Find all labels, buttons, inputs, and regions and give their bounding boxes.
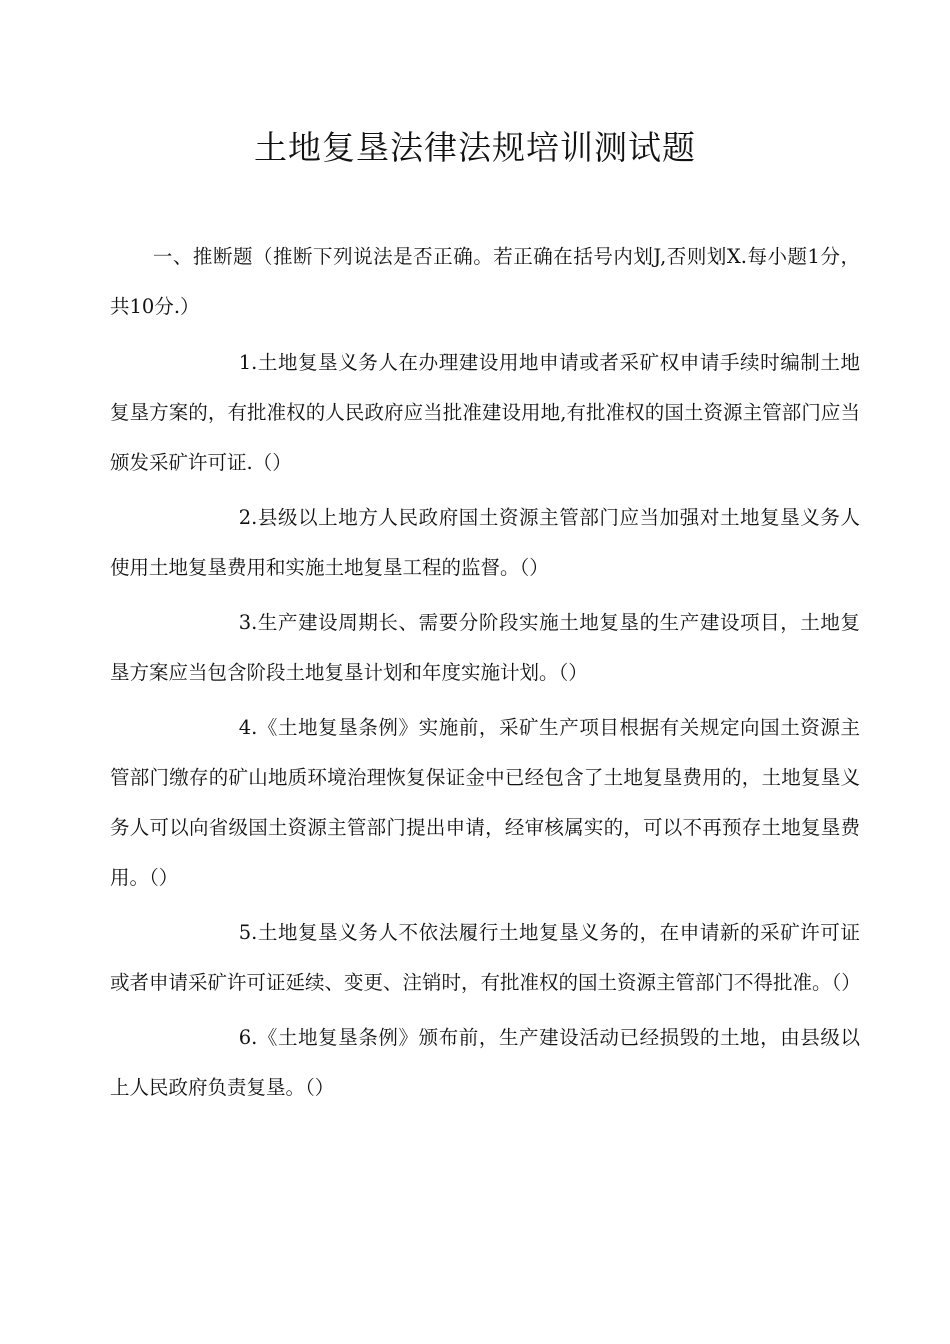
question-number: 6. bbox=[238, 1026, 258, 1049]
question-number: 3. bbox=[238, 611, 258, 634]
question-text: 县级以上地方人民政府国土资源主管部门应当加强对土地复垦义务人使用土地复垦费用和实施土地复垦工程的监督。（） bbox=[110, 506, 860, 579]
section-heading: 一、推断题（推断下列说法是否正确。若正确在括号内划J,否则划X.每小题1分，共10分.） bbox=[110, 245, 860, 318]
question-6 bbox=[110, 1013, 860, 1113]
question-1 bbox=[110, 338, 860, 488]
document-body bbox=[110, 232, 860, 1118]
question-5 bbox=[110, 908, 860, 1008]
question-text: 《土地复垦条例》实施前，采矿生产项目根据有关规定向国土资源主管部门缴存的矿山地质环境治理恢复保证金中已经包含了土地复垦费用的，土地复垦义务人可以向省级国土资源主管部门提出申请，经审核属实的，可以不再预存土地复垦费用。（） bbox=[110, 716, 860, 889]
question-number: 5. bbox=[238, 921, 258, 944]
question-number: 1. bbox=[238, 351, 258, 374]
question-4 bbox=[110, 703, 860, 903]
document-title: 土地复垦法律法规培训测试题 bbox=[254, 128, 696, 167]
question-text: 土地复垦义务人不依法履行土地复垦义务的，在申请新的采矿许可证或者申请采矿许可证延续、变更、注销时，有批准权的国土资源主管部门不得批准。（） bbox=[110, 921, 861, 994]
question-2 bbox=[110, 493, 860, 593]
question-number: 4. bbox=[238, 716, 258, 739]
question-3 bbox=[110, 598, 860, 698]
question-text: 土地复垦义务人在办理建设用地申请或者采矿权申请手续时编制土地复垦方案的，有批准权的人民政府应当批准建设用地,有批准权的国土资源主管部门应当颁发采矿许可证.（） bbox=[110, 351, 860, 474]
question-number: 2. bbox=[238, 506, 258, 529]
question-text: 《土地复垦条例》颁布前，生产建设活动已经损毁的土地，由县级以上人民政府负责复垦。（） bbox=[110, 1026, 860, 1099]
question-text: 生产建设周期长、需要分阶段实施土地复垦的生产建设项目，土地复垦方案应当包含阶段土地复垦计划和年度实施计划。（） bbox=[110, 611, 860, 684]
